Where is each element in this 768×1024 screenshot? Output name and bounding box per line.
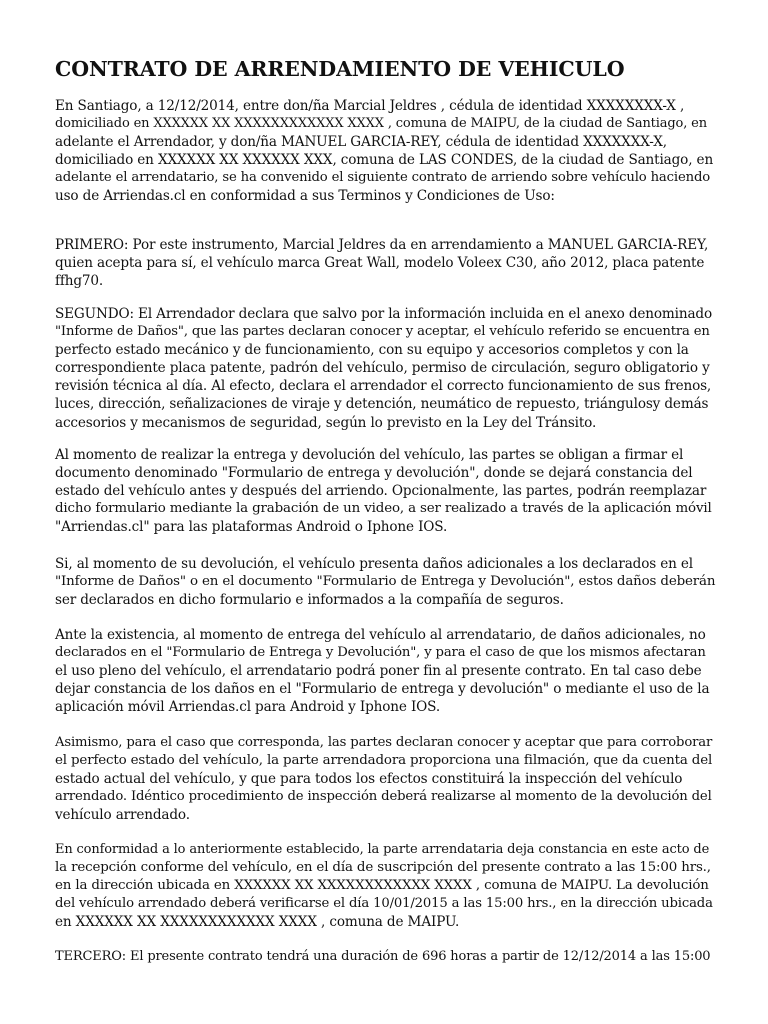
paragraph-line: PRIMERO: Por este instrumento, Marcial Jeldres da en arrendamiento a MANUEL GARCIA-REY,: [55, 237, 709, 253]
paragraph-line: ser declarados en dicho formulario e informados a la compañía de seguros.: [55, 592, 564, 609]
paragraph-line: en la dirección ubicada en XXXXXX XX XXXXXXXXXXXX XXXX , comuna de MAIPU. La devolución: [55, 878, 709, 894]
inspection-paragraph: [55, 734, 715, 824]
paragraph-line: revisión técnica al día. Al efecto, declara el arrendador el correcto funcionamiento de sus frenos,: [55, 378, 712, 395]
paragraph-line: Ante la existencia, al momento de entrega del vehículo al arrendatario, de daños adicionales, no: [55, 627, 706, 643]
paragraph-line: el perfecto estado del vehículo, la parte arrendadora proporciona una filmación, que da cuenta del: [55, 753, 713, 769]
paragraph-line: ffhg70.: [55, 273, 104, 290]
paragraph-line: SEGUNDO: El Arrendador declara que salvo por la información incluida en el anexo denominado: [55, 306, 713, 322]
paragraph-line: "Arriendas.cl" para las plataformas Android o Iphone IOS.: [55, 519, 448, 536]
paragraph-line: del vehículo arrendado deberá verificarse el día 10/01/2015 a las 15:00 hrs., en la dirección ubicada: [55, 896, 713, 912]
clause-tercero: [55, 948, 715, 966]
paragraph-line: "Informe de Daños", que las partes declaran conocer y aceptar, el vehículo referido se encuentra en: [55, 324, 710, 340]
paragraph-line: luces, dirección, señalizaciones de viraje y detención, neumático de repuesto, triángulosy demás: [55, 396, 709, 413]
clause-primero: [55, 236, 715, 290]
delivery-paragraph: [55, 446, 715, 536]
paragraph-line: perfecto estado mecánico y de funcionamiento, con su equipo y accesorios completos y con la: [55, 342, 689, 359]
clause-segundo: [55, 305, 715, 432]
paragraph-line: accesorios y mecanismos de seguridad, según lo previsto en la Ley del Tránsito.: [55, 414, 597, 431]
paragraph-line: correspondiente placa patente, padrón del vehículo, permiso de circulación, seguro obligatorio y: [55, 360, 710, 377]
paragraph-line: la recepción conforme del vehículo, en el día de suscripción del presente contrato a las 15:00 hrs.,: [55, 860, 711, 876]
return-damage-paragraph: [55, 555, 715, 609]
paragraph-line: quien acepta para sí, el vehículo marca Great Wall, modelo Voleex C30, año 2012, placa patente: [55, 255, 705, 272]
paragraph-line: declarados en el "Formulario de Entrega y Devolución", y para el caso de que los mismos afectaran: [55, 645, 706, 661]
paragraph-line: Asimismo, para el caso que corresponda, las partes declaran conocer y aceptar que para corroborar: [55, 735, 713, 750]
paragraph-line: dejar constancia de los daños en el "Formulario de entrega y devolución" o mediante el uso de la: [55, 681, 710, 698]
paragraph-line: En Santiago, a 12/12/2014, entre don/ña Marcial Jeldres , cédula de identidad XXXXXXXX-X ,: [55, 98, 685, 114]
paragraph-line: estado del vehículo antes y después del arriendo. Opcionalmente, las partes, podrán reemplazar: [55, 483, 707, 500]
paragraph-line: el uso pleno del vehículo, el arrendatario podrá poner fin al presente contrato. En tal caso debe: [55, 663, 702, 680]
paragraph-line: en XXXXXX XX XXXXXXXXXXXX XXXX , comuna de MAIPU.: [55, 914, 460, 931]
paragraph-line: Si, al momento de su devolución, el vehículo presenta daños adicionales a los declarados en el: [55, 556, 694, 572]
paragraph-line: arrendado. Idéntico procedimiento de inspección deberá realizarse al momento de la devolución del: [55, 789, 712, 805]
paragraph-line: estado actual del vehículo, y que para todos los efectos constituirá la inspección del vehículo: [55, 771, 683, 788]
paragraph-line: domiciliado en XXXXXX XX XXXXXX XXX, comuna de LAS CONDES, de la ciudad de Santiago, en: [55, 152, 714, 169]
paragraph-line: vehículo arrendado.: [55, 807, 190, 824]
document-title: CONTRATO DE ARRENDAMIENTO DE VEHICULO: [55, 57, 625, 81]
paragraph-line: documento denominado "Formulario de entrega y devolución", donde se dejará constancia del: [55, 465, 693, 482]
paragraph-line: aplicación móvil Arriendas.cl para Android y Iphone IOS.: [55, 699, 441, 716]
paragraph-line: domiciliado en XXXXXX XX XXXXXXXXXXXX XXXX , comuna de MAIPU, de la ciudad de Santiago, en: [55, 116, 707, 132]
paragraph-line: adelante el arrendatario, se ha convenido el siguiente contrato de arriendo sobre vehículo haciendo: [55, 170, 711, 186]
delivery-damage-paragraph: [55, 626, 715, 716]
paragraph-line: adelante el Arrendador, y don/ña MANUEL GARCIA-REY, cédula de identidad XXXXXXX-X,: [55, 134, 667, 151]
paragraph-line: Al momento de realizar la entrega y devolución del vehículo, las partes se obligan a firmar el: [55, 447, 684, 463]
intro-paragraph: [55, 97, 715, 206]
paragraph-line: "Informe de Daños" o en el documento "Formulario de Entrega y Devolución", estos daños deberán: [55, 574, 716, 590]
reception-paragraph: [55, 841, 715, 931]
paragraph-line: En conformidad a lo anteriormente establecido, la parte arrendataria deja constancia en este acto de: [55, 842, 710, 857]
paragraph-line: uso de Arriendas.cl en conformidad a sus Terminos y Condiciones de Uso:: [55, 188, 555, 205]
paragraph-line: dicho formulario mediante la grabación de un video, a ser realizado a través de la aplicación móvil: [55, 501, 712, 517]
paragraph-line: TERCERO: El presente contrato tendrá una duración de 696 horas a partir de 12/12/2014 a las 15:00: [55, 949, 711, 964]
